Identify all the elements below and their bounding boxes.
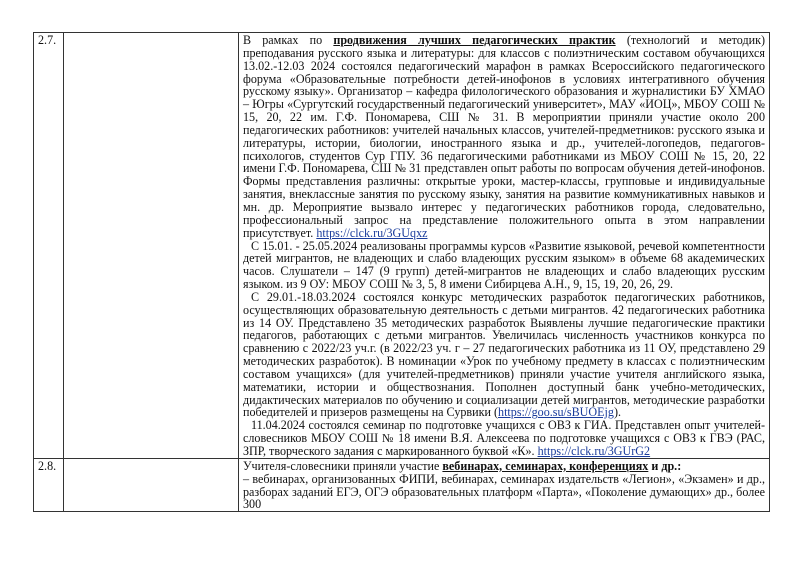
paragraph-marathon — [243, 34, 765, 240]
link[interactable]: https://goo.su/sBUOEjg — [498, 405, 614, 420]
link[interactable]: https://clck.ru/3GUqxz — [316, 225, 428, 240]
text: ). — [613, 405, 621, 420]
row-number: 2.8. — [34, 458, 64, 511]
text: Учителя-словесники приняли участие — [243, 458, 443, 473]
link[interactable]: https://clck.ru/3GUrG2 — [537, 444, 651, 458]
bold-heading: продвижения лучших педагогических практик — [333, 33, 616, 47]
paragraph-webinars: – вебинарах, организованных ФИПИ, вебинарах, семинарах издательств «Легион», «Экзамен» и др., разборах заданий ЕГЭ, ОГЭ образовательных платформ «Парта», «Поколение думающих» др., более 300 — [243, 471, 765, 512]
bold-text: и др.: — [648, 458, 682, 473]
text: 11.04.2024 состоялся семинар по подготовке учащихся с ОВЗ к ГИА. Представлен опыт учителей-словесников МБОУ СОШ № 18 имени В.Я. Алексеева по подготовке учащихся с ОВЗ к ГВЭ (РАС, ЗПР, творческого задания с маркированного буквой «К». — [243, 418, 765, 458]
text: С 29.01.-18.03.2024 состоялся конкурс методических разработок педагогических работников, осуществляющих образовательную деятельность с детьми мигрантов. 42 педагогических работника из 14 ОУ. Представлено 35 методических разработок Выявлены лучшие педагогические практики педагогов, работающих с детьми мигрантов. Увеличилась численность участников конкурса по сравнению с 2022/23 уч.г. (в 2022/23 уч. г – 27 педагогических работника из 11 ОУ, представлено 29 методических разработок). В номинации «Урок по учебному предмету в классах с полиэтническим составом учащихся» (для учителей-предметников) приняли участие учителя английского языка, математики, истории и обществознания. Пополнен доступный банк учебно-методических, дидактических материалов по обучению и социализации детей мигрантов, методические разработки победителей и призеров размещены на Сурвики ( — [243, 289, 765, 420]
empty-cell — [64, 458, 239, 511]
paragraph-seminar — [243, 419, 765, 458]
row-number: 2.7. — [34, 33, 64, 459]
table-row-2-8 — [34, 458, 770, 511]
table-row-2-7 — [34, 33, 770, 459]
text: В рамках по — [243, 33, 334, 47]
description-cell — [239, 458, 770, 511]
paragraph-contest — [243, 291, 765, 419]
text: (технологий и методик) преподавания русского языка и литературы: для классов с полиэтническим составом обучающихся 13.02.-12.03 2024 состоялся педагогический марафон в рамках Всероссийского педагогического форума «Образовательные потребности детей-инофонов в условиях интегративного обучения русскому языку». Организатор – кафедра филологического образования и журналистики БУ ХМАО – Югры «Сургутский государственный педагогический университет», МАУ «ИОЦ», МБОУ СОШ № 15, 20, 22 им. Г.Ф. Пономарева, СШ № 31. В мероприятии приняли участие около 200 педагогических работников: учителей начальных классов, учителей-предметников: русского языка и литературы, истории, биологии, иностранного языка и др., учителей-логопедов, педагогов-психологов, студентов Сур ГПУ. 36 педагогическими работниками из МБОУ СОШ № 15, 20, 22 имени Г.Ф. Пономарева, СШ № 31 представлен опыт работы по вопросам обучения детей-инофонов. Формы представления различны: открытые уроки, мастер-классы, групповые и индивидуальные занятия, внеклассные занятия по русскому языку, занятия на развитие коммуникативных навыков и мн. др. Мероприятие вызвало интерес у педагогических работников города, следовательно, профессиональный запрос на представление положительного опыта в этом направлении присутствует. — [243, 33, 765, 240]
activity-table — [33, 32, 770, 512]
paragraph-webinars-intro — [243, 460, 765, 473]
empty-cell — [64, 33, 239, 459]
bold-heading: вебинарах, семинарах, конференциях — [442, 458, 649, 473]
paragraph-courses: С 15.01. - 25.05.2024 реализованы программы курсов «Развитие языковой, речевой компетентности детей мигрантов, не владеющих и слабо владеющих русским языком» в объеме 68 академических часов. Слушатели – 147 (9 групп) детей-мигрантов не владеющих и слабо владеющих русским языком. из 9 ОУ: МБОУ СОШ № 3, 5, 8 имени Сибирцева А.Н., 9, 15, 19, 20, 26, 29. — [243, 238, 765, 292]
description-cell — [239, 33, 770, 459]
